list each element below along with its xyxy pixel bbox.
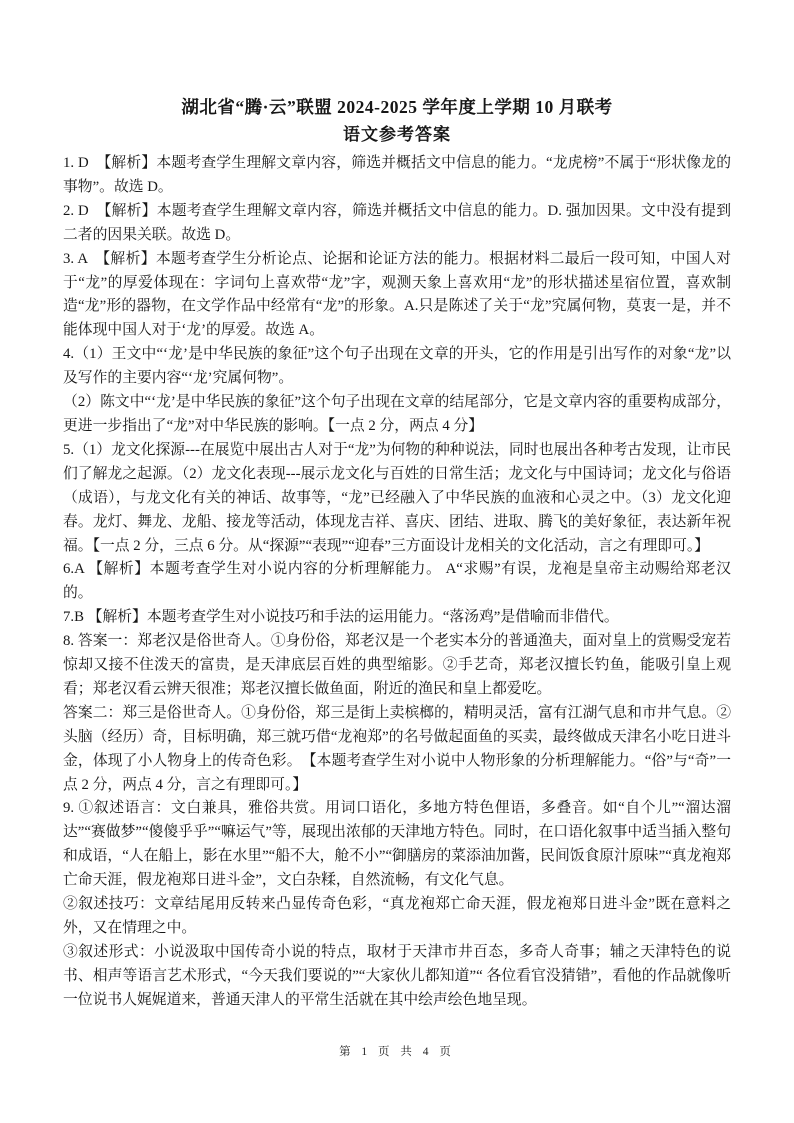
answer-key-title: 语文参考答案 <box>343 125 451 144</box>
answer-paragraph-9-part1: 9. ①叙述语言：文白兼具，雅俗共赏。用词口语化，多地方特色俚语，多叠音。如“自个儿”“溜达溜达”“赛做梦”“傻傻乎乎”“嘛运气”等，展现出浓郁的天津地方特色。同时，在口语化叙事中适当插入整句和成语，“人在船上，影在水里”“船不大，舱不小”“御膳房的菜添油加酱，民间饭食原汁原味”“真龙袍郑亡命天涯，假龙袍郑日进斗金”，文白杂糅，自然流畅，有文化气息。 <box>63 800 731 889</box>
answer-paragraph-3: 3. A 【解析】本题考查学生分析论点、论据和论证方法的能力。根据材料二最后一段可知，中国人对于“龙”的厚爱体现在：字词句上喜欢带“龙”字，观测天象上喜欢用“龙”的形状描述星宿位置，喜欢制造“龙”形的器物，在文学作品中经常有“龙”的形象。A.只是陈述了关于“龙”究属何物，莫衷一是，并不能体现中国人对于‘龙’的厚爱。故选 A。 <box>63 250 731 339</box>
answer-paragraph-6: 6.A 【解析】本题考查学生对小说内容的分析理解能力。 A“求赐”有误，龙袍是皇帝主动赐给郑老汉的。 <box>63 561 731 602</box>
exam-title: 湖北省“腾·云”联盟 2024-2025 学年度上学期 10 月联考 <box>181 97 613 117</box>
answer-paragraph-4-part2: （2）陈文中“‘龙’是中华民族的象征”这个句子出现在文章的结尾部分，它是文章内容的重要构成部分，更进一步指出了“龙”对中华民族的影响。【一点 2 分，两点 4 分】 <box>63 394 731 434</box>
answer-paragraph-2: 2. D 【解析】本题考查学生理解文章内容，筛选并概括文中信息的能力。D. 强加因果。文中没有提到二者的因果关联。故选 D。 <box>63 202 731 243</box>
answer-key-content <box>63 94 731 1013</box>
answer-paragraph-8-answer2: 答案二：郑三是俗世奇人。①身份俗，郑三是街上卖槟榔的，精明灵活，富有江湖气息和市井气息。②头脑（经历）奇，目标明确，郑三就巧借“龙袍郑”的名号做起面鱼的买卖，最终做成天津名小吃日进斗金，体现了小人物身上的传奇色彩。 【本题考查学生对小说中人物形象的分析理解能力。“俗”与“奇”一点 2 分，两点 4 分，言之有理即可。】 <box>63 704 731 793</box>
answer-paragraph-9-part2: ②叙述技巧：文章结尾用反转来凸显传奇色彩，“真龙袍郑亡命天涯，假龙袍郑日进斗金”既在意料之外，又在情理之中。 <box>63 896 731 936</box>
answer-paragraph-7: 7.B 【解析】本题考查学生对小说技巧和手法的运用能力。“落汤鸡”是借喻而非借代。 <box>63 609 619 626</box>
answer-paragraph-5: 5.（1）龙文化探源---在展览中展出古人对于“龙”为何物的种种说法，同时也展出各种考古发现，让市民们了解龙之起源。（2）龙文化表现---展示龙文化与百姓的日常生活；龙文化与中国诗词；龙文化与俗语（成语），与龙文化有关的神话、故事等，“龙”已经融入了中华民族的血液和心灵之中。（3）龙文化迎春。龙灯、舞龙、龙船、接龙等活动，体现龙吉祥、喜庆、团结、进取、腾飞的美好象征，表达新年祝福。【一点 2 分，三点 6 分。从“探源”“表现”“迎春”三方面设计龙相关的文化活动，言之有理即可。】 <box>63 441 731 554</box>
page-footer: 第 1 页 共 4 页 <box>339 1046 455 1058</box>
answer-paragraph-4-part1: 4.（1）王文中“‘龙’是中华民族的象征”这个句子出现在文章的开头，它的作用是引出写作的对象“龙”以及写作的主要内容“‘龙’究属何物”。 <box>63 346 732 387</box>
answer-paragraph-1: 1. D 【解析】本题考查学生理解文章内容，筛选并概括文中信息的能力。“龙虎榜”不属于“形状像龙的事物”。故选 D。 <box>63 155 731 195</box>
answer-paragraph-9-part3: ③叙述形式：小说汲取中国传奇小说的特点，取材于天津市井百态，多奇人奇事；辅之天津特色的说书、相声等语言艺术形式，“今天我们要说的”“大家伙儿都知道”“ 各位看官没猜错”，看他的作品就像听一位说书人娓娓道来，普通天津人的平常生活就在其中绘声绘色地呈现。 <box>63 943 731 1008</box>
answer-paragraph-8-answer1: 8. 答案一：郑老汉是俗世奇人。①身份俗，郑老汉是一个老实本分的普通渔夫，面对皇上的赏赐受宠若惊却又接不住泼天的富贵，是天津底层百姓的典型缩影。②手艺奇，郑老汉擅长钓鱼，能吸引皇上观看；郑老汉看云辨天很准；郑老汉擅长做鱼面，附近的渔民和皇上都爱吃。 <box>63 633 731 697</box>
